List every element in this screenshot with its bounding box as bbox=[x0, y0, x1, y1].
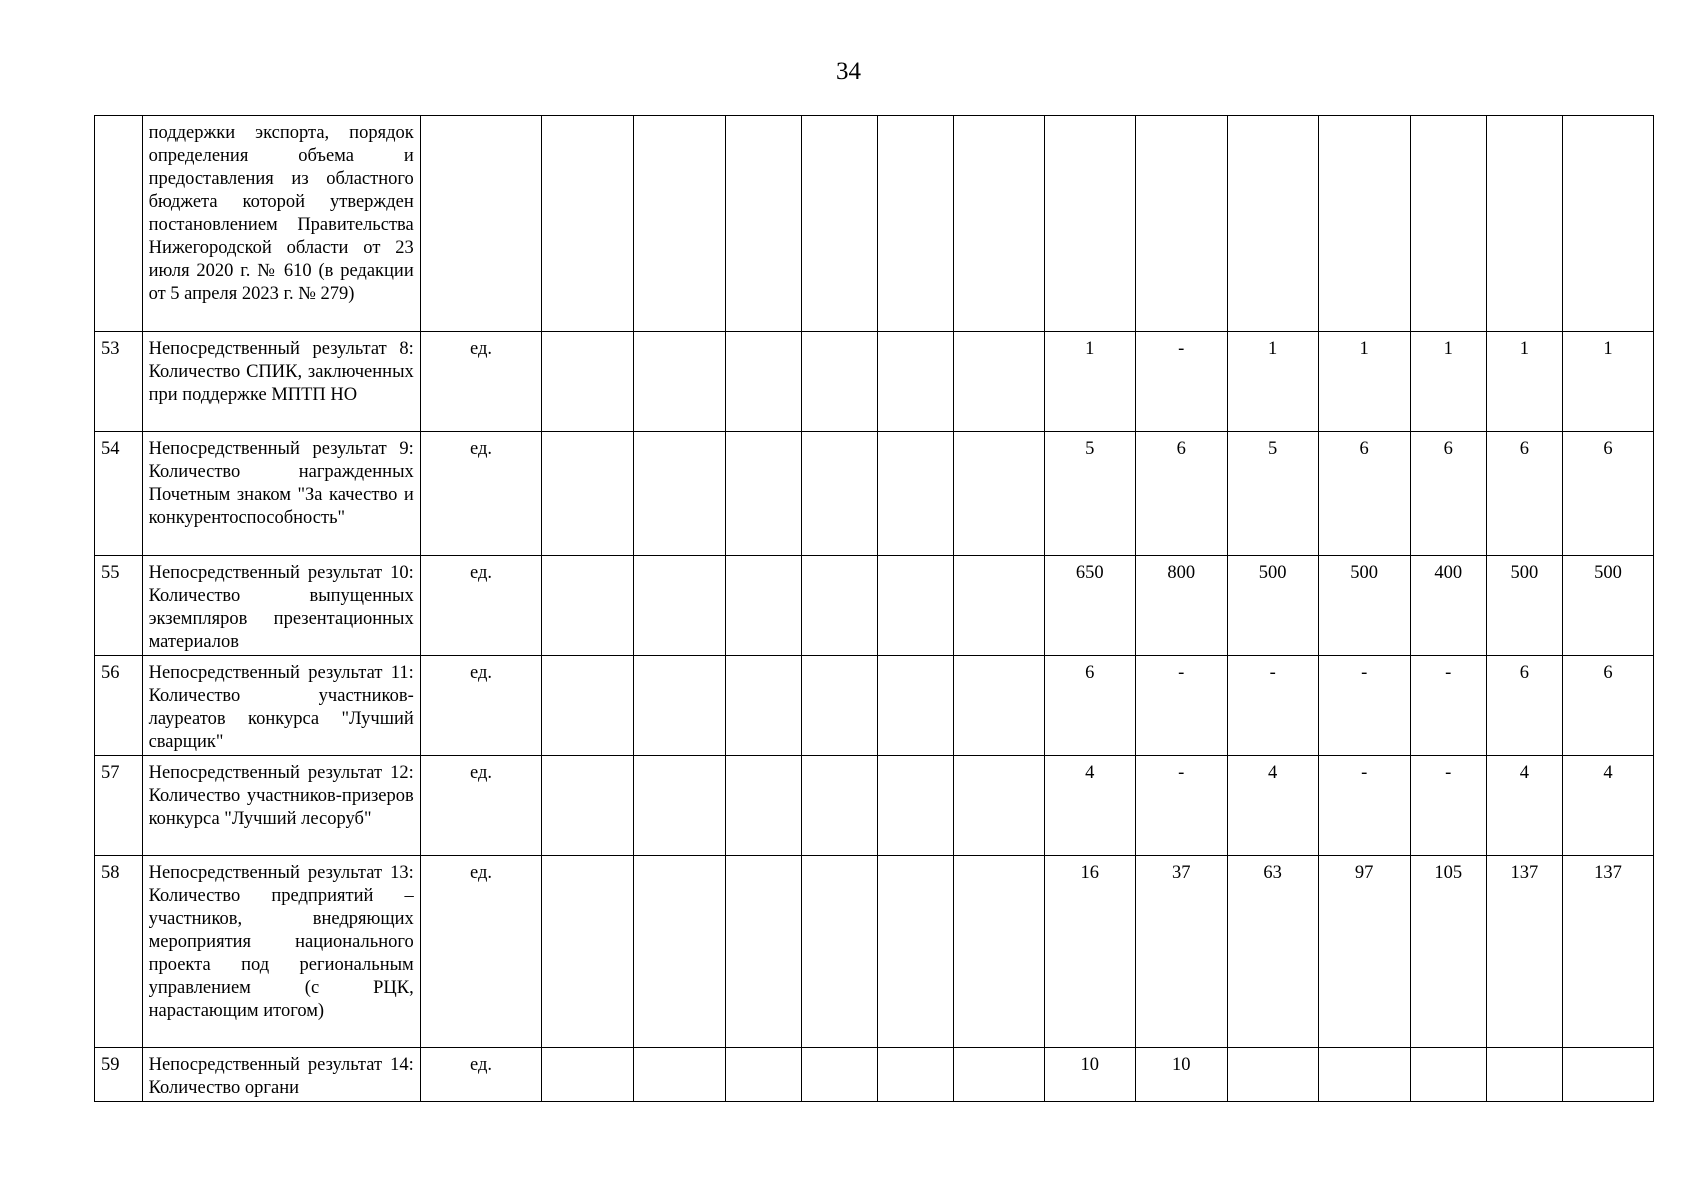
value-cell: 6 bbox=[1135, 432, 1227, 556]
value-cell: 137 bbox=[1486, 856, 1562, 1048]
unit-cell: ед. bbox=[420, 756, 542, 856]
value-cell: 105 bbox=[1410, 856, 1486, 1048]
value-cell bbox=[634, 1048, 726, 1102]
unit-cell: ед. bbox=[420, 1048, 542, 1102]
value-cell: 1 bbox=[1318, 332, 1410, 432]
value-cell: 4 bbox=[1227, 756, 1318, 856]
unit-cell: ед. bbox=[420, 856, 542, 1048]
value-cell bbox=[953, 116, 1044, 332]
row-number: 59 bbox=[95, 1048, 143, 1102]
value-cell: 6 bbox=[1562, 432, 1653, 556]
value-cell: 6 bbox=[1044, 656, 1135, 756]
value-cell bbox=[1044, 116, 1135, 332]
value-cell: - bbox=[1410, 756, 1486, 856]
value-cell: 37 bbox=[1135, 856, 1227, 1048]
value-cell bbox=[634, 332, 726, 432]
value-cell bbox=[542, 332, 634, 432]
value-cell bbox=[801, 756, 877, 856]
indicator-name: Непосредственный результат 8: Количество СПИК, заключенных при поддержке МПТП НО bbox=[142, 332, 420, 432]
page-number: 34 bbox=[836, 58, 861, 85]
value-cell bbox=[953, 656, 1044, 756]
value-cell bbox=[1410, 116, 1486, 332]
value-cell bbox=[726, 656, 801, 756]
value-cell: 10 bbox=[1135, 1048, 1227, 1102]
value-cell bbox=[634, 756, 726, 856]
value-cell bbox=[1562, 116, 1653, 332]
value-cell bbox=[801, 1048, 877, 1102]
value-cell bbox=[877, 1048, 953, 1102]
value-cell: - bbox=[1227, 656, 1318, 756]
indicator-name: поддержки экспорта, порядок определения объема и предоставления из областного бюджета которой утвержден постановлением Правительства Нижегородской области от 23 июля 2020 г. № 610 (в редакции от 5 апреля 2023 г. № 279) bbox=[142, 116, 420, 332]
value-cell bbox=[726, 856, 801, 1048]
value-cell: 6 bbox=[1486, 432, 1562, 556]
value-cell bbox=[877, 656, 953, 756]
value-cell bbox=[1135, 116, 1227, 332]
value-cell bbox=[726, 332, 801, 432]
value-cell: 500 bbox=[1562, 556, 1653, 656]
row-number: 53 bbox=[95, 332, 143, 432]
value-cell bbox=[634, 432, 726, 556]
unit-cell: ед. bbox=[420, 556, 542, 656]
row-number: 55 bbox=[95, 556, 143, 656]
value-cell: 63 bbox=[1227, 856, 1318, 1048]
indicator-name: Непосредственный результат 11: Количество участников-лауреатов конкурса "Лучший сварщик" bbox=[142, 656, 420, 756]
value-cell: 6 bbox=[1562, 656, 1653, 756]
indicator-name: Непосредственный результат 12: Количество участников-призеров конкурса "Лучший лесоруб" bbox=[142, 756, 420, 856]
value-cell bbox=[877, 856, 953, 1048]
value-cell bbox=[1410, 1048, 1486, 1102]
table-row bbox=[95, 756, 1654, 856]
value-cell bbox=[542, 1048, 634, 1102]
value-cell bbox=[726, 432, 801, 556]
value-cell: 4 bbox=[1044, 756, 1135, 856]
value-cell: - bbox=[1318, 756, 1410, 856]
value-cell: 1 bbox=[1486, 332, 1562, 432]
value-cell: 6 bbox=[1486, 656, 1562, 756]
table-row bbox=[95, 332, 1654, 432]
value-cell bbox=[542, 756, 634, 856]
row-number: 56 bbox=[95, 656, 143, 756]
table-row bbox=[95, 432, 1654, 556]
value-cell: 500 bbox=[1318, 556, 1410, 656]
value-cell: 10 bbox=[1044, 1048, 1135, 1102]
value-cell bbox=[801, 856, 877, 1048]
value-cell bbox=[953, 432, 1044, 556]
value-cell bbox=[877, 756, 953, 856]
value-cell: 137 bbox=[1562, 856, 1653, 1048]
value-cell bbox=[953, 856, 1044, 1048]
value-cell: 16 bbox=[1044, 856, 1135, 1048]
value-cell bbox=[542, 856, 634, 1048]
indicator-name: Непосредственный результат 13: Количество предприятий – участников, внедряющих мероприятия национального проекта под региональным управлением (с РЦК, нарастающим итогом) bbox=[142, 856, 420, 1048]
value-cell bbox=[1562, 1048, 1653, 1102]
value-cell: 6 bbox=[1410, 432, 1486, 556]
value-cell bbox=[877, 116, 953, 332]
value-cell bbox=[726, 1048, 801, 1102]
value-cell: 1 bbox=[1410, 332, 1486, 432]
table-row bbox=[95, 856, 1654, 1048]
value-cell: 800 bbox=[1135, 556, 1227, 656]
table-body bbox=[95, 116, 1654, 1102]
value-cell bbox=[801, 556, 877, 656]
indicators-table bbox=[94, 115, 1654, 1102]
table-row bbox=[95, 1048, 1654, 1102]
value-cell bbox=[634, 656, 726, 756]
table-row bbox=[95, 656, 1654, 756]
value-cell bbox=[801, 656, 877, 756]
row-number: 58 bbox=[95, 856, 143, 1048]
value-cell bbox=[1227, 116, 1318, 332]
value-cell bbox=[634, 556, 726, 656]
value-cell bbox=[953, 1048, 1044, 1102]
value-cell bbox=[542, 656, 634, 756]
unit-cell bbox=[420, 116, 542, 332]
value-cell bbox=[953, 332, 1044, 432]
value-cell bbox=[953, 556, 1044, 656]
value-cell bbox=[953, 756, 1044, 856]
unit-cell: ед. bbox=[420, 656, 542, 756]
unit-cell: ед. bbox=[420, 432, 542, 556]
value-cell: 400 bbox=[1410, 556, 1486, 656]
value-cell: - bbox=[1135, 756, 1227, 856]
unit-cell: ед. bbox=[420, 332, 542, 432]
value-cell bbox=[877, 432, 953, 556]
value-cell bbox=[726, 756, 801, 856]
row-number: 54 bbox=[95, 432, 143, 556]
value-cell bbox=[634, 116, 726, 332]
value-cell bbox=[801, 332, 877, 432]
value-cell: 6 bbox=[1318, 432, 1410, 556]
table-row bbox=[95, 556, 1654, 656]
value-cell: 5 bbox=[1227, 432, 1318, 556]
value-cell bbox=[877, 332, 953, 432]
value-cell: 4 bbox=[1486, 756, 1562, 856]
row-number bbox=[95, 116, 143, 332]
value-cell: 97 bbox=[1318, 856, 1410, 1048]
value-cell: 5 bbox=[1044, 432, 1135, 556]
indicator-name: Непосредственный результат 10: Количество выпущенных экземпляров презентационных материалов bbox=[142, 556, 420, 656]
value-cell bbox=[1227, 1048, 1318, 1102]
value-cell bbox=[801, 432, 877, 556]
value-cell bbox=[1318, 1048, 1410, 1102]
value-cell bbox=[542, 556, 634, 656]
row-number: 57 bbox=[95, 756, 143, 856]
indicator-name: Непосредственный результат 9: Количество награжденных Почетным знаком "За качество и конкурентoспособность" bbox=[142, 432, 420, 556]
value-cell bbox=[877, 556, 953, 656]
value-cell bbox=[1318, 116, 1410, 332]
value-cell: - bbox=[1135, 332, 1227, 432]
value-cell bbox=[726, 556, 801, 656]
value-cell: 1 bbox=[1044, 332, 1135, 432]
value-cell bbox=[542, 432, 634, 556]
value-cell bbox=[726, 116, 801, 332]
value-cell bbox=[634, 856, 726, 1048]
value-cell bbox=[1486, 116, 1562, 332]
value-cell bbox=[1486, 1048, 1562, 1102]
value-cell: 650 bbox=[1044, 556, 1135, 656]
value-cell: 1 bbox=[1562, 332, 1653, 432]
value-cell: - bbox=[1318, 656, 1410, 756]
value-cell: - bbox=[1410, 656, 1486, 756]
value-cell bbox=[801, 116, 877, 332]
indicator-name: Непосредственный результат 14: Количество органи bbox=[142, 1048, 420, 1102]
value-cell: 500 bbox=[1227, 556, 1318, 656]
value-cell: 4 bbox=[1562, 756, 1653, 856]
value-cell bbox=[542, 116, 634, 332]
value-cell: 500 bbox=[1486, 556, 1562, 656]
table-row bbox=[95, 116, 1654, 332]
value-cell: - bbox=[1135, 656, 1227, 756]
value-cell: 1 bbox=[1227, 332, 1318, 432]
